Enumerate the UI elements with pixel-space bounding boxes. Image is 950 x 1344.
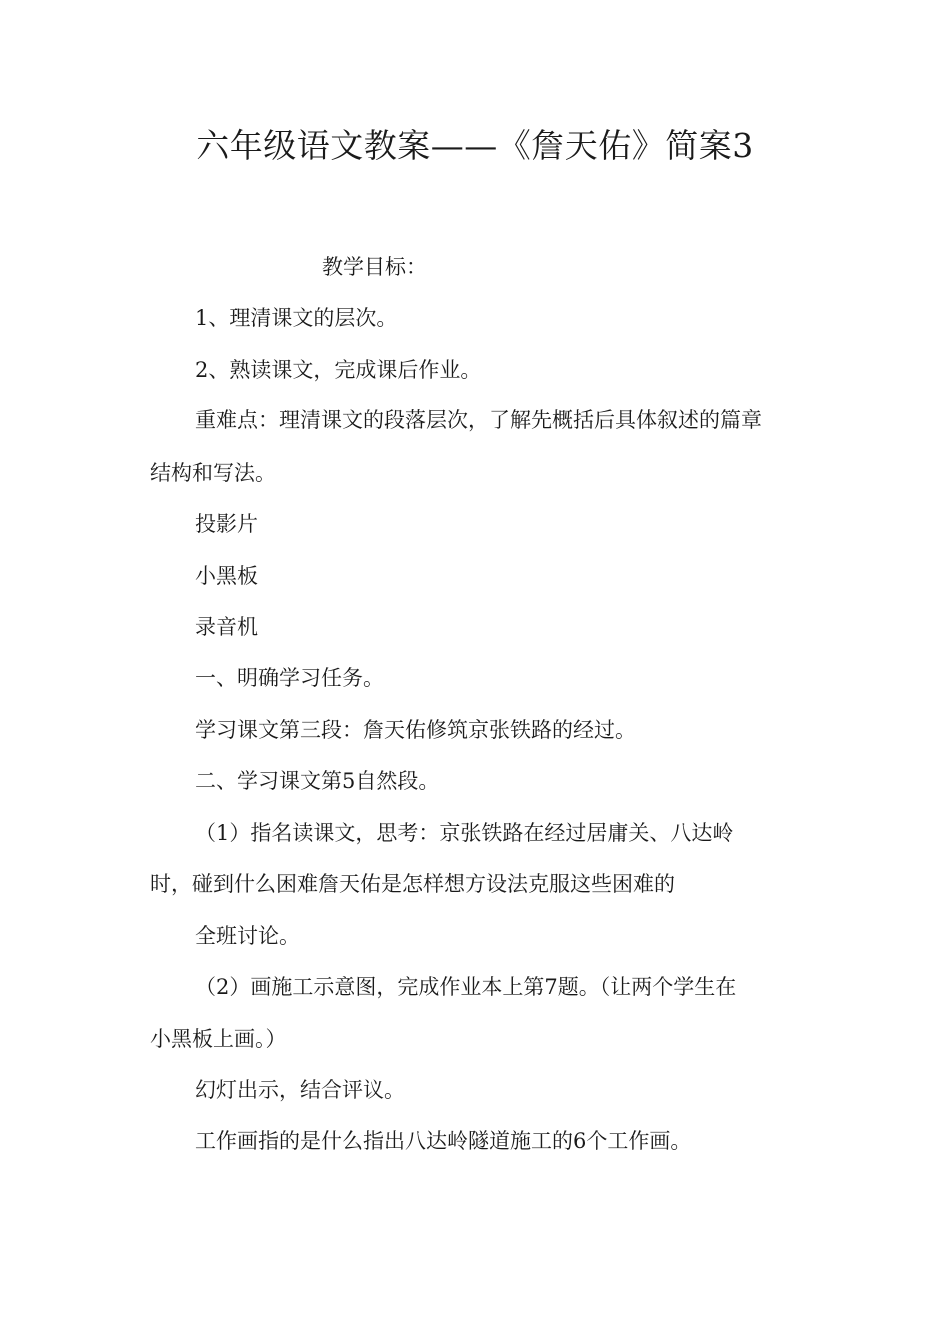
paragraph-teaching-goals-heading: 教学目标： (322, 255, 427, 279)
paragraph-work-face: 工作画指的是什么指出八达岭隧道施工的6个工作画。 (195, 1129, 692, 1153)
paragraph-section-2: 二、学习课文第5自然段。 (195, 769, 440, 793)
paragraph-section-1: 一、明确学习任务。 (195, 666, 384, 690)
document-title: 六年级语文教案——《詹天佑》简案3 (196, 126, 754, 165)
paragraph-material-recorder: 录音机 (195, 615, 258, 639)
paragraph-discussion: 全班讨论。 (195, 924, 300, 948)
paragraph-section-1-body: 学习课文第三段：詹天佑修筑京张铁路的经过。 (195, 718, 636, 742)
paragraph-material-blackboard: 小黑板 (195, 564, 258, 588)
paragraph-key-points-cont: 结构和写法。 (150, 461, 276, 485)
paragraph-step-1-cont: 时，碰到什么困难詹天佑是怎样想方设法克服这些困难的 (150, 872, 675, 896)
paragraph-key-points: 重难点：理清课文的段落层次，了解先概括后具体叙述的篇章 (195, 408, 762, 432)
paragraph-step-2: （2）画施工示意图，完成作业本上第7题。（让两个学生在 (195, 975, 737, 999)
paragraph-step-1: （1）指名读课文，思考：京张铁路在经过居庸关、八达岭 (195, 821, 734, 845)
paragraph-goal-2: 2、熟读课文，完成课后作业。 (195, 358, 482, 382)
paragraph-material-projector: 投影片 (195, 512, 258, 536)
paragraph-goal-1: 1、理清课文的层次。 (195, 306, 398, 330)
paragraph-slides: 幻灯出示，结合评议。 (195, 1078, 405, 1102)
paragraph-step-2-cont: 小黑板上画。） (150, 1027, 287, 1051)
